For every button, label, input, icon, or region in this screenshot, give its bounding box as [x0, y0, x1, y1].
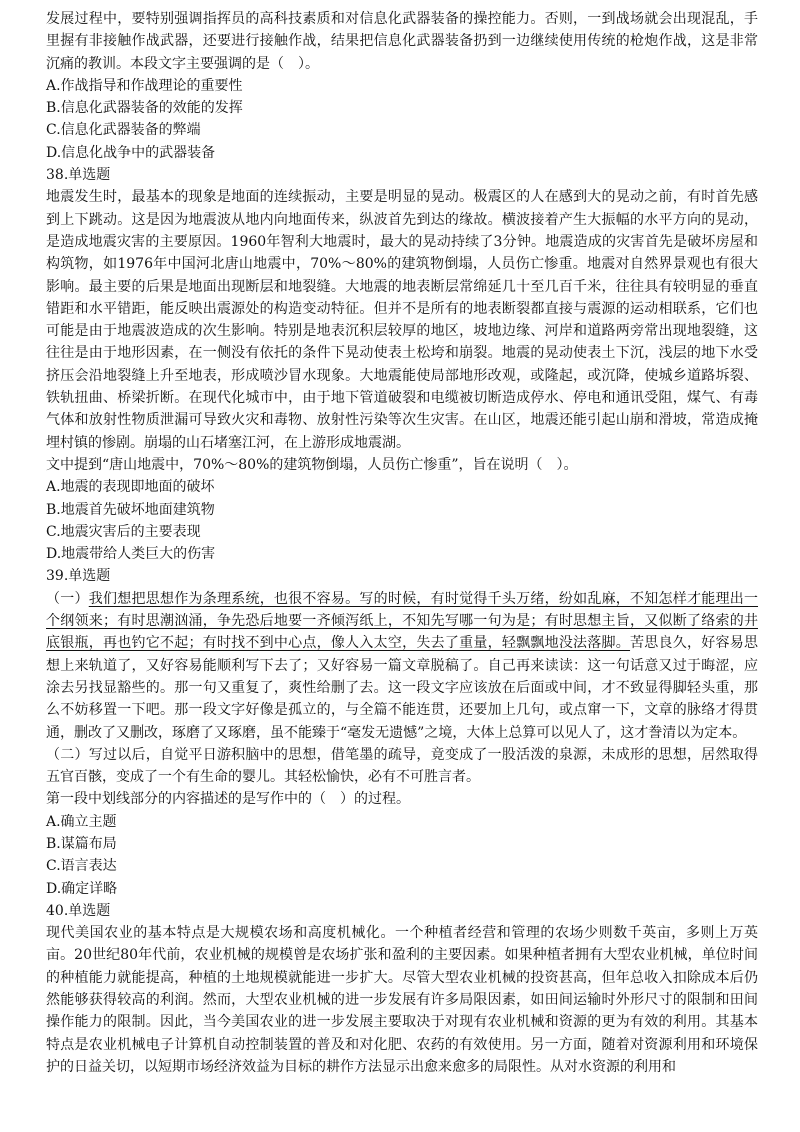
q37-option-b: B.信息化武器装备的效能的发挥 [46, 100, 243, 117]
q39-option-d: D.确定详略 [46, 880, 118, 897]
q37-option-d: D.信息化战争中的武器装备 [46, 144, 216, 161]
q39-option-a: A.确立主题 [46, 813, 117, 830]
q39-stem: 第一段中划线部分的内容描述的是写作中的（ ）的过程。 [46, 791, 410, 808]
q39-option-c: C.语言表达 [46, 858, 117, 875]
q39-option-b: B.谋篇布局 [46, 835, 117, 852]
q37-option-c: C.信息化武器装备的弊端 [46, 122, 201, 139]
q39-p1-rest: 苦思良久，好容易思想上来轨道了，又好容易能顺利写下去了；又好容易一篇文章脱稿了。自己再来读读：这一句话意又过于晦涩，应涂去另找显豁些的。那一句又重复了，爽性给删了去。这一段文字应该放在后面或中间，才不致显得脚轻头重，那么不妨移置一下吧。那一段文字好像是孤立的，与全篇不能连贯，还要加上几句，或点窜一下，文章的脉络才得贯通，删改了又删改，琢磨了又琢磨，虽不能臻于“毫发无遗憾”之境，大体上总算可以见人了，这才誊清以为定本。 [46, 635, 759, 741]
exam-page [46, 8, 758, 1078]
q40-header: 40.单选题 [46, 902, 111, 919]
q39-paragraph-1 [46, 588, 758, 744]
q39-header: 39.单选题 [46, 568, 111, 585]
q38-option-d: D.地震带给人类巨大的伤害 [46, 546, 216, 563]
q39-paragraph-2: （二）写过以后，自觉平日游积脑中的思想，借笔墨的疏导，竟变成了一股活泼的泉源，未成形的思想，居然取得五官百骸，变成了一个有生命的婴儿。其轻松愉快，必有不可胜言者。 [46, 746, 758, 786]
q37-option-a: A.作战指导和作战理论的重要性 [46, 77, 243, 94]
q38-option-c: C.地震灾害后的主要表现 [46, 523, 201, 540]
q38-option-a: A.地震的表现即地面的破坏 [46, 479, 215, 496]
q38-option-b: B.地震首先破坏地面建筑物 [46, 501, 215, 518]
q38-passage: 地震发生时，最基本的现象是地面的连续振动，主要是明显的晃动。极震区的人在感到大的晃动之前，有时首先感到上下跳动。这是因为地震波从地内向地面传来，纵波首先到达的缘故。横波接着产生大振幅的水平方向的晃动，是造成地震灾害的主要原因。1960年智利大地震时，最大的晃动持续了3分钟。地震造成的灾害首先是破坏房屋和构筑物，如1976年中国河北唐山地震中，70%～80%的建筑物倒塌，人员伤亡惨重。地震对自然界景观也有很大影响。最主要的后果是地面出现断层和地裂缝。大地震的地表断层常绵延几十至几百千米，往往具有较明显的垂直错距和水平错距，能反映出震源处的构造变动特征。但并不是所有的地表断裂都直接与震源的运动相联系，它们也可能是由于地震波造成的次生影响。特别是地表沉积层较厚的地区，坡地边缘、河岸和道路两旁常出现地裂缝，这往往是由于地形因素，在一侧没有依托的条件下晃动使表土松垮和崩裂。地震的晃动使表土下沉，浅层的地下水受挤压会沿地裂缝上升至地表，形成喷沙冒水现象。大地震能使局部地形改观，或隆起，或沉降，使城乡道路坼裂、铁轨扭曲、桥梁折断。在现代化城市中，由于地下管道破裂和电缆被切断造成停水、停电和通讯受阻，煤气、有毒气体和放射性物质泄漏可导致火灾和毒物、放射性污染等次生灾害。在山区，地震还能引起山崩和滑坡，常造成掩埋村镇的惨剧。崩塌的山石堵塞江河，在上游形成地震湖。 [46, 189, 758, 451]
q39-p1-prefix: （一） [46, 590, 89, 607]
q40-passage: 现代美国农业的基本特点是大规模农场和高度机械化。一个种植者经营和管理的农场少则数千英亩，多则上万英亩。20世纪80年代前，农业机械的规模曾是农场扩张和盈利的主要因素。如果种植者拥有大型农业机械，单位时间的种植能力就能提高，种植的土地规模就能进一步扩大。尽管大型农业机械的投资甚高，但年总收入扣除成本后仍然能够获得较高的利润。然而，大型农业机械的进一步发展有许多局限因素，如田间运输时外形尺寸的限制和田间操作能力的限制。因此，当今美国农业的进一步发展主要取决于对现有农业机械和资源的更为有效的利用。其基本特点是农业机械电子计算机自动控制装置的普及和对化肥、农药的有效使用。另一方面，随着对资源利用和环境保护的日益关切，以短期市场经济效益为目标的耕作方法显示出愈来愈多的局限性。从对水资源的利用和 [46, 925, 758, 1075]
q38-stem: 文中提到“唐山地震中，70%～80%的建筑物倒塌，人员伤亡惨重”，旨在说明（ ）。 [46, 456, 578, 473]
q37-passage: 发展过程中，要特别强调指挥员的高科技素质和对信息化武器装备的操控能力。否则，一到战场就会出现混乱，手里握有非接触作战武器，还要进行接触作战，结果把信息化武器装备扔到一边继续使用传统的枪炮作战，这是非常沉痛的教训。本段文字主要强调的是（ ）。 [46, 11, 758, 72]
q39-underlined-passage: 我们想把思想作为条理系统，也很不容易。写的时候，有时觉得千头万绪，纷如乱麻，不知怎样才能理出一个纲领来；有时思潮汹涌，争先恐后地要一齐倾泻纸上，不知先写哪一句为是；有时思想主旨，又似断了络索的井底银瓶，再也钓它不起；有时找不到中心点，像人入太空，失去了重量，轻飘飘地没法落脚。 [46, 590, 759, 652]
q38-header: 38.单选题 [46, 167, 111, 184]
